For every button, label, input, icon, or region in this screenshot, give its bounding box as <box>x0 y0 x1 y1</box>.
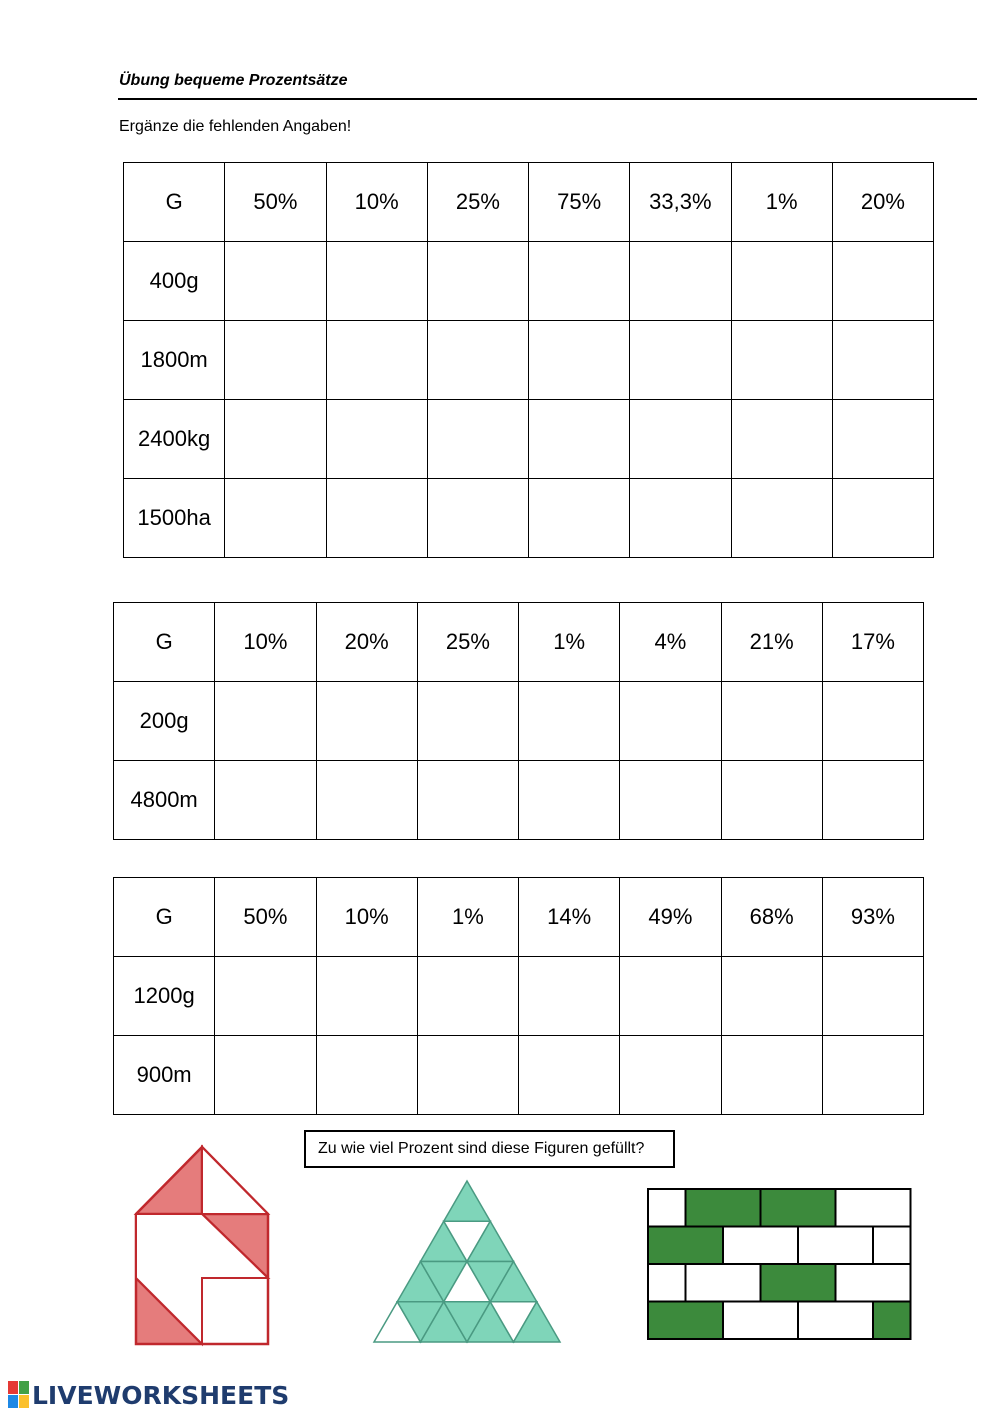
answer-cell[interactable] <box>225 479 326 558</box>
answer-cell[interactable] <box>215 682 316 761</box>
title-divider <box>118 98 977 100</box>
answer-cell[interactable] <box>417 761 518 840</box>
header-cell: 25% <box>417 603 518 682</box>
answer-cell[interactable] <box>731 479 832 558</box>
answer-cell[interactable] <box>731 242 832 321</box>
answer-cell[interactable] <box>417 1036 518 1115</box>
header-cell: 1% <box>519 603 620 682</box>
brick-cell <box>686 1189 761 1227</box>
answer-cell[interactable] <box>326 242 427 321</box>
roof-right-piece <box>202 1147 268 1214</box>
percent-table-2 <box>113 602 924 840</box>
table-row <box>124 321 934 400</box>
answer-cell[interactable] <box>731 321 832 400</box>
logo-text: LIVEWORKSHEETS <box>32 1380 290 1410</box>
answer-cell[interactable] <box>316 1036 417 1115</box>
answer-cell[interactable] <box>427 400 528 479</box>
brick-cell <box>873 1227 911 1265</box>
answer-cell[interactable] <box>731 400 832 479</box>
answer-cell[interactable] <box>630 400 731 479</box>
brick-cell <box>686 1264 761 1302</box>
answer-cell[interactable] <box>417 957 518 1036</box>
brick-cell <box>761 1189 836 1227</box>
header-cell: 4% <box>620 603 721 682</box>
answer-cell[interactable] <box>427 479 528 558</box>
answer-cell[interactable] <box>620 957 721 1036</box>
answer-cell[interactable] <box>822 761 923 840</box>
header-cell: 1% <box>731 163 832 242</box>
row-label: 2400kg <box>124 400 225 479</box>
table-row <box>124 479 934 558</box>
header-cell: 93% <box>822 878 923 957</box>
logo-blocks-icon <box>8 1381 30 1409</box>
answer-cell[interactable] <box>326 400 427 479</box>
answer-cell[interactable] <box>630 321 731 400</box>
answer-cell[interactable] <box>225 400 326 479</box>
brick-cell <box>798 1302 873 1340</box>
table-header-row <box>114 603 924 682</box>
brick-cell <box>648 1189 686 1227</box>
answer-cell[interactable] <box>417 682 518 761</box>
answer-cell[interactable] <box>832 242 933 321</box>
answer-cell[interactable] <box>630 242 731 321</box>
answer-cell[interactable] <box>215 1036 316 1115</box>
brick-cell <box>761 1264 836 1302</box>
answer-cell[interactable] <box>620 761 721 840</box>
header-cell: 10% <box>326 163 427 242</box>
answer-cell[interactable] <box>225 321 326 400</box>
answer-cell[interactable] <box>529 479 630 558</box>
answer-cell[interactable] <box>215 761 316 840</box>
answer-cell[interactable] <box>316 682 417 761</box>
header-cell: 50% <box>215 878 316 957</box>
answer-cell[interactable] <box>427 242 528 321</box>
answer-cell[interactable] <box>316 761 417 840</box>
liveworksheets-logo <box>8 1379 289 1411</box>
row-label: 400g <box>124 242 225 321</box>
table-header-row <box>124 163 934 242</box>
answer-cell[interactable] <box>822 1036 923 1115</box>
brick-cell <box>723 1227 798 1265</box>
answer-cell[interactable] <box>225 242 326 321</box>
header-cell: 25% <box>427 163 528 242</box>
row-label: 1500ha <box>124 479 225 558</box>
header-cell: 10% <box>215 603 316 682</box>
table-row <box>114 1036 924 1115</box>
answer-cell[interactable] <box>832 321 933 400</box>
header-cell: G <box>114 878 215 957</box>
header-cell: G <box>124 163 225 242</box>
brick-cell <box>873 1302 911 1340</box>
answer-cell[interactable] <box>721 682 822 761</box>
percent-table-3 <box>113 877 924 1115</box>
answer-cell[interactable] <box>721 1036 822 1115</box>
brick-cell <box>648 1227 723 1265</box>
answer-cell[interactable] <box>215 957 316 1036</box>
answer-cell[interactable] <box>326 321 427 400</box>
answer-cell[interactable] <box>316 957 417 1036</box>
brick-cell <box>723 1302 798 1340</box>
header-cell: 33,3% <box>630 163 731 242</box>
worksheet-title: Übung bequeme Prozentsätze <box>119 72 348 89</box>
answer-cell[interactable] <box>519 761 620 840</box>
answer-cell[interactable] <box>519 1036 620 1115</box>
header-cell: 49% <box>620 878 721 957</box>
header-cell: 14% <box>519 878 620 957</box>
answer-cell[interactable] <box>822 682 923 761</box>
triangle-figure <box>370 1176 566 1348</box>
header-cell: 68% <box>721 878 822 957</box>
table-row <box>124 400 934 479</box>
brick-cell <box>648 1302 723 1340</box>
brick-cell <box>836 1264 911 1302</box>
row-label: 4800m <box>114 761 215 840</box>
bricks-figure <box>644 1184 916 1346</box>
header-cell: 75% <box>529 163 630 242</box>
header-cell: 1% <box>417 878 518 957</box>
answer-cell[interactable] <box>832 479 933 558</box>
header-cell: 17% <box>822 603 923 682</box>
answer-cell[interactable] <box>620 682 721 761</box>
triangle-cell <box>444 1181 491 1221</box>
table-row <box>114 761 924 840</box>
table-row <box>124 242 934 321</box>
brick-cell <box>648 1264 686 1302</box>
instruction-text: Ergänze die fehlenden Angaben! <box>119 118 352 135</box>
header-cell: 50% <box>225 163 326 242</box>
row-label: 1200g <box>114 957 215 1036</box>
answer-cell[interactable] <box>529 242 630 321</box>
question-box: Zu wie viel Prozent sind diese Figuren gefüllt? <box>304 1130 675 1168</box>
brick-cell <box>836 1189 911 1227</box>
answer-cell[interactable] <box>721 761 822 840</box>
row-label: 900m <box>114 1036 215 1115</box>
percent-table-1 <box>123 162 934 558</box>
answer-cell[interactable] <box>822 957 923 1036</box>
house-figure <box>128 1140 276 1350</box>
header-cell: 10% <box>316 878 417 957</box>
answer-cell[interactable] <box>630 479 731 558</box>
row-label: 200g <box>114 682 215 761</box>
answer-cell[interactable] <box>721 957 822 1036</box>
answer-cell[interactable] <box>326 479 427 558</box>
table-row <box>114 957 924 1036</box>
header-cell: G <box>114 603 215 682</box>
table-header-row <box>114 878 924 957</box>
answer-cell[interactable] <box>529 321 630 400</box>
answer-cell[interactable] <box>519 957 620 1036</box>
row-label: 1800m <box>124 321 225 400</box>
answer-cell[interactable] <box>529 400 630 479</box>
header-cell: 21% <box>721 603 822 682</box>
answer-cell[interactable] <box>519 682 620 761</box>
brick-cell <box>798 1227 873 1265</box>
table-row <box>114 682 924 761</box>
answer-cell[interactable] <box>427 321 528 400</box>
header-cell: 20% <box>832 163 933 242</box>
answer-cell[interactable] <box>620 1036 721 1115</box>
answer-cell[interactable] <box>832 400 933 479</box>
header-cell: 20% <box>316 603 417 682</box>
